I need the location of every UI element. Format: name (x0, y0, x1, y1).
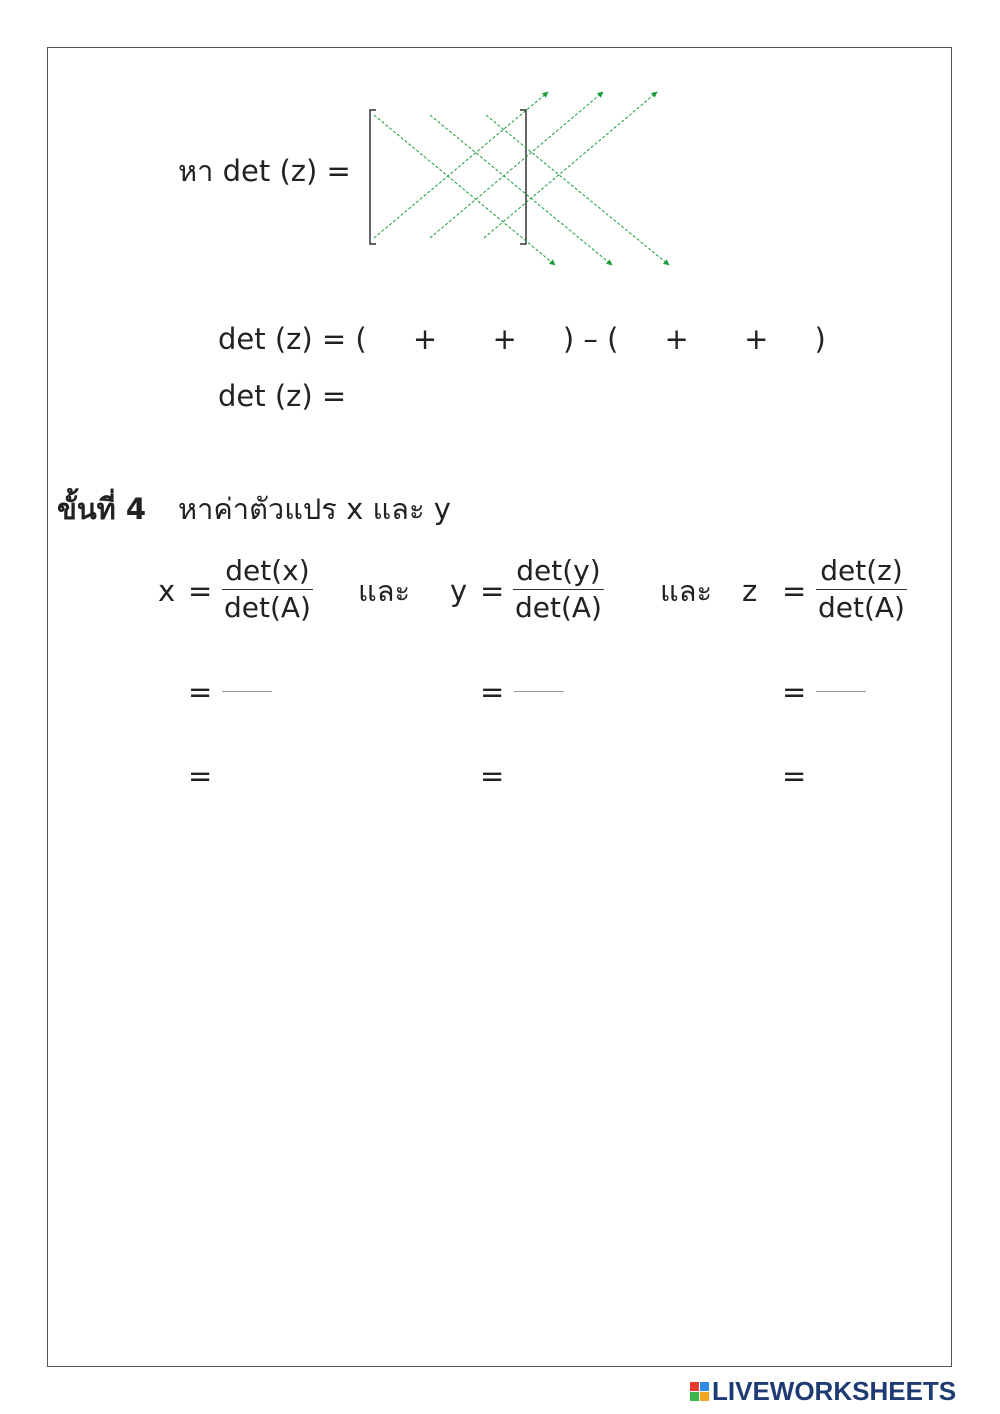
x-answer-equals-1: = (188, 675, 213, 709)
z-denominator: det(A) (818, 591, 905, 624)
step-4-heading: ขั้นที่ 4 (57, 492, 147, 526)
brand-name: LIVEWORKSHEETS (712, 1375, 957, 1406)
z-answer-equals-1: = (782, 675, 807, 709)
y-variable: y (450, 574, 468, 608)
det-z-formula-line: det (z) = ( + + ) – ( + + ) (218, 322, 826, 356)
z-variable: z (742, 574, 758, 608)
x-fraction-blank (222, 691, 272, 692)
diagonal-down-1 (374, 115, 555, 265)
diagonal-up-1 (374, 92, 548, 238)
y-equals: = (480, 574, 505, 608)
x-denominator: det(A) (224, 591, 311, 624)
matrix-right-bracket (520, 110, 526, 244)
y-answer-equals-1: = (480, 675, 505, 709)
matrix-left-bracket (370, 110, 376, 244)
det-z-result-line: det (z) = (218, 379, 347, 413)
x-equals: = (188, 574, 213, 608)
y-fraction-blank (514, 691, 564, 692)
y-denominator: det(A) (515, 591, 602, 624)
z-fraction-blank (816, 691, 866, 692)
diagonal-up-3 (484, 92, 657, 238)
z-answer-equals-2: = (782, 759, 807, 793)
z-numerator: det(z) (820, 554, 903, 587)
connector-and-1: และ (358, 574, 411, 608)
liveworksheets-logo-icon (690, 1382, 709, 1401)
sarrus-diagram (360, 85, 680, 275)
find-det-z-label: หา det (z) = (178, 154, 351, 188)
z-fraction (816, 554, 907, 624)
x-variable: x (158, 574, 176, 608)
y-fraction (513, 554, 604, 624)
diagonal-down-2 (430, 115, 612, 265)
z-equals: = (782, 574, 807, 608)
x-numerator: det(x) (225, 554, 310, 587)
step-4-description: หาค่าตัวแปร x และ y (178, 492, 451, 526)
diagonal-down-3 (486, 115, 669, 265)
x-answer-equals-2: = (188, 759, 213, 793)
y-answer-equals-2: = (480, 759, 505, 793)
liveworksheets-brand (690, 1376, 956, 1406)
connector-and-2: และ (660, 574, 713, 608)
x-fraction (222, 554, 313, 624)
y-numerator: det(y) (516, 554, 601, 587)
diagonal-up-2 (430, 92, 603, 238)
